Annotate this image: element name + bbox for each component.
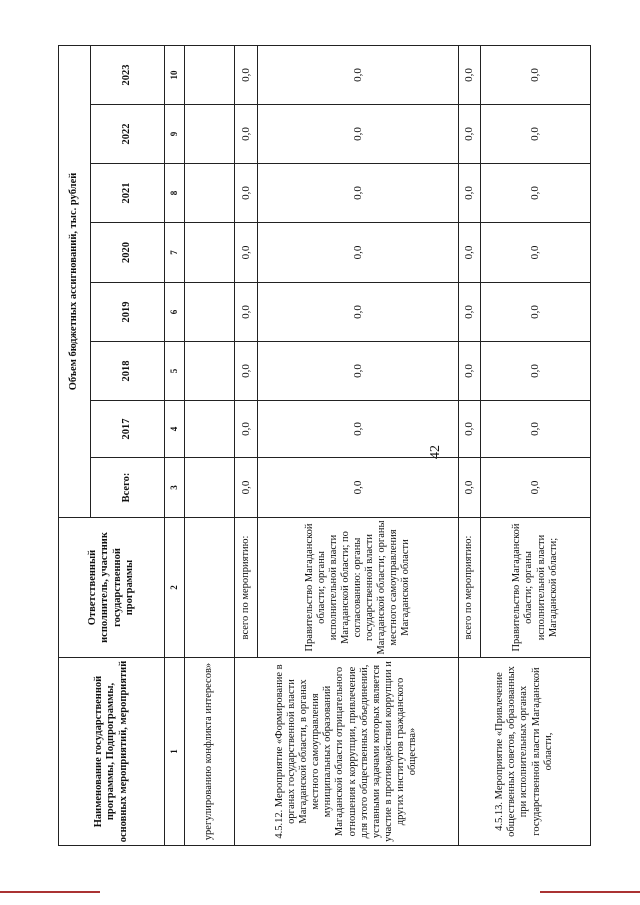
value-cell: 0,0 [459, 105, 481, 164]
value-cell: 0,0 [235, 283, 258, 342]
header-year: 2018 [91, 342, 165, 401]
value-cell: 0,0 [481, 105, 591, 164]
index-cell: 10 [165, 45, 185, 104]
value-cell [185, 223, 235, 283]
scan-edge-mark-right [540, 891, 640, 893]
value-cell: 0,0 [459, 223, 481, 283]
value-cell: 0,0 [258, 105, 459, 164]
scan-edge-mark-left [0, 891, 100, 893]
header-resp-col: Ответственный исполнитель, участник государственной программы [59, 518, 165, 658]
index-cell: 7 [165, 223, 185, 283]
index-cell: 9 [165, 105, 185, 164]
value-cell: 0,0 [481, 223, 591, 283]
value-cell: 0,0 [459, 401, 481, 458]
value-cell [185, 164, 235, 223]
header-year: 2023 [91, 45, 165, 104]
value-cell: 0,0 [235, 164, 258, 223]
value-cell: 0,0 [481, 458, 591, 518]
value-cell: 0,0 [235, 45, 258, 104]
value-cell: 0,0 [459, 283, 481, 342]
measure-name-cell: 4.5.13. Мероприятие «Привлечение общественных советов, образованных при исполнительных органах государственной власти Магаданской области, [459, 658, 591, 846]
table-row [235, 45, 258, 845]
header-year: 2021 [91, 164, 165, 223]
page-number: 42 [428, 445, 443, 459]
index-cell: 3 [165, 458, 185, 518]
value-cell: 0,0 [235, 105, 258, 164]
value-cell: 0,0 [481, 164, 591, 223]
value-cell [185, 283, 235, 342]
header-year: 2019 [91, 283, 165, 342]
header-year: 2020 [91, 223, 165, 283]
value-cell [185, 342, 235, 401]
value-cell: 0,0 [459, 342, 481, 401]
value-cell: 0,0 [481, 283, 591, 342]
value-cell: 0,0 [258, 342, 459, 401]
value-cell: 0,0 [235, 223, 258, 283]
value-cell: 0,0 [258, 401, 459, 458]
value-cell: 0,0 [258, 223, 459, 283]
header-year: 2022 [91, 105, 165, 164]
value-cell [185, 45, 235, 104]
value-cell [185, 458, 235, 518]
value-cell: 0,0 [235, 342, 258, 401]
index-cell: 1 [165, 658, 185, 846]
value-cell [185, 401, 235, 458]
header-name-col: Наименование государственной программы, Подпрограммы, основных мероприятий, мероприятий [59, 658, 165, 846]
index-cell: 2 [165, 518, 185, 658]
value-cell: 0,0 [258, 164, 459, 223]
value-cell: 0,0 [481, 342, 591, 401]
value-cell: 0,0 [459, 45, 481, 104]
value-cell: 0,0 [235, 401, 258, 458]
measure-name-cell: урегулированию конфликта интересов» [185, 658, 235, 846]
header-year: 2017 [91, 401, 165, 458]
value-cell: 0,0 [459, 164, 481, 223]
measure-name-cell: 4.5.12. Мероприятие «Формирование в органах государственной власти Магаданской области, в органах местного самоуправления муниципальных образований Магаданской области отрицательного отношения к коррупции, привлечение для этого общественных объединений, уставными задачами которых является участие в противодействии коррупции и других институтов гражданского общества» [235, 658, 459, 846]
value-cell [185, 105, 235, 164]
responsible-cell: Правительство Магаданской области; органы исполнительной власти Магаданской области; [481, 518, 591, 658]
index-cell: 5 [165, 342, 185, 401]
responsible-cell: Правительство Магаданской области; органы исполнительной власти Магаданской области; по согласованию: органы государственной власти Магаданской области; органы местного самоуправления Магаданской области [258, 518, 459, 658]
header-total: Всего: [91, 458, 165, 518]
value-cell: 0,0 [481, 401, 591, 458]
index-cell: 8 [165, 164, 185, 223]
value-cell: 0,0 [258, 283, 459, 342]
index-cell: 6 [165, 283, 185, 342]
table-row [459, 45, 481, 845]
value-cell: 0,0 [459, 458, 481, 518]
index-cell: 4 [165, 401, 185, 458]
responsible-cell [185, 518, 235, 658]
budget-table [58, 45, 591, 846]
responsible-cell: всего по мероприятию: [235, 518, 258, 658]
value-cell: 0,0 [258, 45, 459, 104]
value-cell: 0,0 [481, 45, 591, 104]
header-budget-col: Объем бюджетных ассигнований, тыс. рублей [59, 45, 91, 517]
table-row [185, 45, 235, 845]
rotated-table-container [58, 46, 590, 846]
value-cell: 0,0 [235, 458, 258, 518]
responsible-cell: всего по мероприятию: [459, 518, 481, 658]
value-cell: 0,0 [258, 458, 459, 518]
